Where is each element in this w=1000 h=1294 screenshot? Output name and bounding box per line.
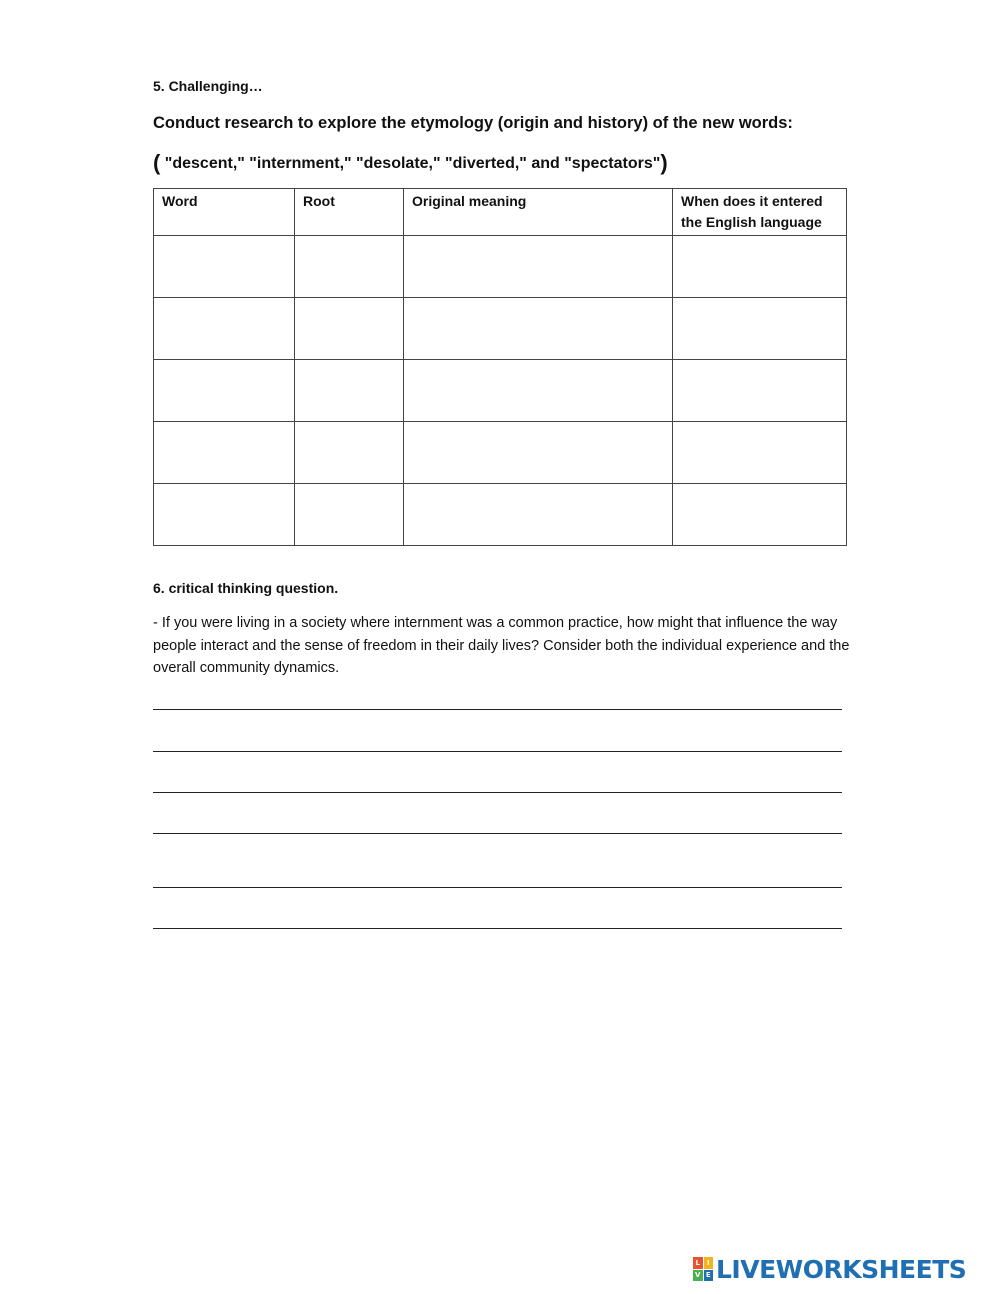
answer-line[interactable] [153,887,842,888]
table-row [154,236,847,298]
answer-line[interactable] [153,792,842,793]
entered-english-cell[interactable] [673,484,847,546]
table-row [154,360,847,422]
brand-name: LIVEWORKSHEETS [716,1254,967,1284]
header-entered-english: When does it entered the English language [673,189,847,236]
word-list [153,150,668,176]
word-cell[interactable] [154,484,295,546]
header-original-meaning: Original meaning [404,189,673,236]
word-list-text: "descent," "internment," "desolate," "diverted," and "spectators" [160,155,661,172]
entered-english-cell[interactable] [673,422,847,484]
logo-letter-l: L [693,1257,703,1269]
entered-english-cell[interactable] [673,236,847,298]
root-cell[interactable] [295,360,404,422]
logo-letter-i: I [704,1257,714,1269]
section-5-heading: 5. Challenging… [153,78,263,94]
table-row [154,298,847,360]
table-row [154,484,847,546]
original-meaning-cell[interactable] [404,422,673,484]
word-cell[interactable] [154,236,295,298]
root-cell[interactable] [295,484,404,546]
answer-line[interactable] [153,709,842,710]
header-root: Root [295,189,404,236]
entered-english-cell[interactable] [673,360,847,422]
answer-line[interactable] [153,833,842,834]
answer-line[interactable] [153,928,842,929]
answer-line[interactable] [153,751,842,752]
section-6-heading: 6. critical thinking question. [153,580,339,596]
original-meaning-cell[interactable] [404,360,673,422]
table-header-row [154,189,847,236]
root-cell[interactable] [295,236,404,298]
open-paren: ( [153,150,161,175]
root-cell[interactable] [295,298,404,360]
entered-english-cell[interactable] [673,298,847,360]
etymology-table [153,188,847,546]
word-cell[interactable] [154,422,295,484]
word-cell[interactable] [154,360,295,422]
close-paren: ) [660,150,668,175]
logo-letter-v: V [693,1270,703,1282]
header-word: Word [154,189,295,236]
logo-letter-e: E [704,1270,714,1282]
live-logo-icon [693,1257,713,1281]
original-meaning-cell[interactable] [404,298,673,360]
word-cell[interactable] [154,298,295,360]
table-row [154,422,847,484]
liveworksheets-logo [693,1254,966,1284]
critical-thinking-question: - If you were living in a society where internment was a common practice, how might that influence the way people interact and the sense of freedom in their daily lives? Consider both the individual experience and the overall community dynamics. [153,615,850,676]
root-cell[interactable] [295,422,404,484]
original-meaning-cell[interactable] [404,484,673,546]
original-meaning-cell[interactable] [404,236,673,298]
etymology-instruction: Conduct research to explore the etymology (origin and history) of the new words: [153,114,793,132]
